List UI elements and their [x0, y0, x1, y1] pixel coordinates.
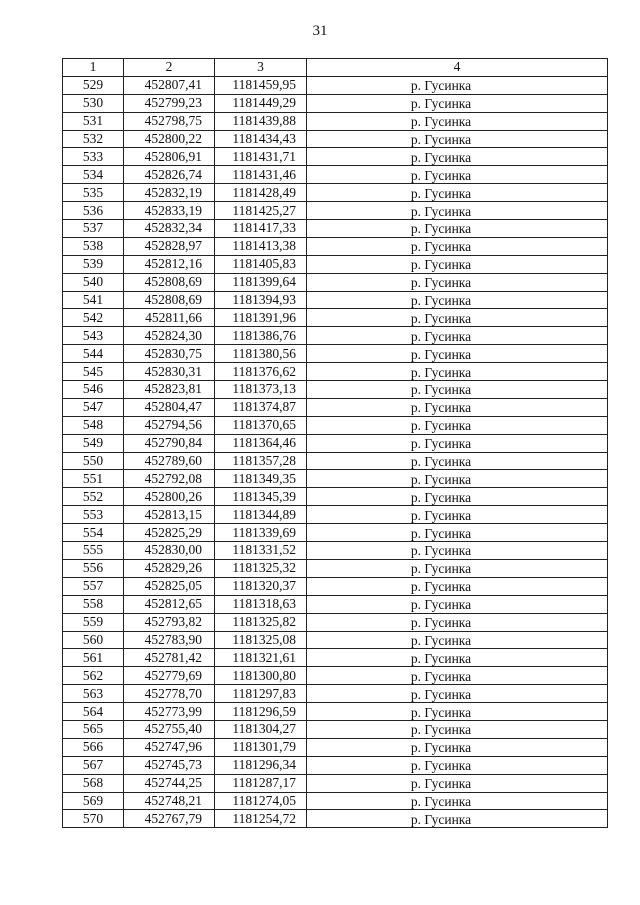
x-coordinate-cell: 452792,08 — [124, 470, 215, 488]
description-cell — [307, 255, 608, 273]
description-cell — [307, 667, 608, 685]
description-text: р. Гусинка — [410, 185, 472, 201]
x-coordinate-cell: 452813,15 — [124, 506, 215, 524]
y-coordinate-cell: 1181274,05 — [215, 792, 307, 810]
point-number-cell: 567 — [63, 756, 124, 774]
y-coordinate-cell: 1181413,38 — [215, 237, 307, 255]
table-row — [63, 685, 608, 703]
table-row — [63, 667, 608, 685]
description-cell — [307, 703, 608, 721]
point-number-cell: 531 — [63, 112, 124, 130]
column-header: 3 — [215, 59, 307, 77]
table-row — [63, 309, 608, 327]
y-coordinate-cell: 1181434,43 — [215, 130, 307, 148]
description-cell — [307, 685, 608, 703]
point-number-cell: 559 — [63, 613, 124, 631]
description-text: р. Гусинка — [410, 489, 472, 505]
y-coordinate-cell: 1181297,83 — [215, 685, 307, 703]
x-coordinate-cell: 452829,26 — [124, 559, 215, 577]
x-coordinate-cell: 452798,75 — [124, 112, 215, 130]
x-coordinate-cell: 452799,23 — [124, 94, 215, 112]
x-coordinate-cell: 452807,41 — [124, 76, 215, 94]
y-coordinate-cell: 1181287,17 — [215, 774, 307, 792]
point-number-cell: 530 — [63, 94, 124, 112]
y-coordinate-cell: 1181374,87 — [215, 398, 307, 416]
table-row — [63, 76, 608, 94]
description-cell — [307, 130, 608, 148]
x-coordinate-cell: 452747,96 — [124, 738, 215, 756]
table-row — [63, 542, 608, 560]
description-cell — [307, 148, 608, 166]
point-number-cell: 560 — [63, 631, 124, 649]
description-text: р. Гусинка — [410, 346, 472, 362]
y-coordinate-cell: 1181318,63 — [215, 595, 307, 613]
description-cell — [307, 488, 608, 506]
y-coordinate-cell: 1181344,89 — [215, 506, 307, 524]
point-number-cell: 545 — [63, 363, 124, 381]
table-row — [63, 381, 608, 399]
description-text: р. Гусинка — [410, 561, 472, 577]
description-text: р. Гусинка — [410, 293, 472, 309]
description-text: р. Гусинка — [410, 328, 472, 344]
description-cell — [307, 112, 608, 130]
coordinates-table — [62, 58, 608, 828]
point-number-cell: 553 — [63, 506, 124, 524]
x-coordinate-cell: 452826,74 — [124, 166, 215, 184]
table-row — [63, 738, 608, 756]
x-coordinate-cell: 452745,73 — [124, 756, 215, 774]
point-number-cell: 562 — [63, 667, 124, 685]
table-row — [63, 524, 608, 542]
table-row — [63, 434, 608, 452]
point-number-cell: 568 — [63, 774, 124, 792]
point-number-cell: 537 — [63, 220, 124, 238]
table-row — [63, 94, 608, 112]
point-number-cell: 533 — [63, 148, 124, 166]
x-coordinate-cell: 452830,31 — [124, 363, 215, 381]
description-text: р. Гусинка — [410, 650, 472, 666]
table-row — [63, 631, 608, 649]
y-coordinate-cell: 1181386,76 — [215, 327, 307, 345]
table-row — [63, 703, 608, 721]
description-cell — [307, 309, 608, 327]
description-text: р. Гусинка — [410, 615, 472, 631]
description-text: р. Гусинка — [410, 722, 472, 738]
x-coordinate-cell: 452748,21 — [124, 792, 215, 810]
description-text: р. Гусинка — [410, 364, 472, 380]
description-text: р. Гусинка — [410, 78, 472, 94]
description-cell — [307, 220, 608, 238]
description-text: р. Гусинка — [410, 740, 472, 756]
x-coordinate-cell: 452800,26 — [124, 488, 215, 506]
table-row — [63, 291, 608, 309]
y-coordinate-cell: 1181331,52 — [215, 542, 307, 560]
table-row — [63, 595, 608, 613]
y-coordinate-cell: 1181349,35 — [215, 470, 307, 488]
description-text: р. Гусинка — [410, 454, 472, 470]
x-coordinate-cell: 452800,22 — [124, 130, 215, 148]
description-text: р. Гусинка — [410, 221, 472, 237]
table-row — [63, 774, 608, 792]
y-coordinate-cell: 1181357,28 — [215, 452, 307, 470]
description-text: р. Гусинка — [410, 776, 472, 792]
x-coordinate-cell: 452789,60 — [124, 452, 215, 470]
description-text: р. Гусинка — [410, 758, 472, 774]
description-cell — [307, 327, 608, 345]
y-coordinate-cell: 1181364,46 — [215, 434, 307, 452]
table-row — [63, 345, 608, 363]
y-coordinate-cell: 1181321,61 — [215, 649, 307, 667]
x-coordinate-cell: 452744,25 — [124, 774, 215, 792]
point-number-cell: 541 — [63, 291, 124, 309]
y-coordinate-cell: 1181300,80 — [215, 667, 307, 685]
y-coordinate-cell: 1181254,72 — [215, 810, 307, 828]
description-cell — [307, 524, 608, 542]
description-cell — [307, 595, 608, 613]
description-text: р. Гусинка — [410, 543, 472, 559]
table-row — [63, 184, 608, 202]
description-cell — [307, 810, 608, 828]
description-cell — [307, 237, 608, 255]
point-number-cell: 566 — [63, 738, 124, 756]
x-coordinate-cell: 452823,81 — [124, 381, 215, 399]
x-coordinate-cell: 452794,56 — [124, 416, 215, 434]
x-coordinate-cell: 452767,79 — [124, 810, 215, 828]
description-text: р. Гусинка — [410, 96, 472, 112]
x-coordinate-cell: 452830,00 — [124, 542, 215, 560]
table-header-row — [63, 59, 608, 77]
x-coordinate-cell: 452779,69 — [124, 667, 215, 685]
point-number-cell: 556 — [63, 559, 124, 577]
y-coordinate-cell: 1181449,29 — [215, 94, 307, 112]
point-number-cell: 538 — [63, 237, 124, 255]
description-text: р. Гусинка — [410, 507, 472, 523]
table-row — [63, 577, 608, 595]
table-row — [63, 559, 608, 577]
table-row — [63, 613, 608, 631]
table-row — [63, 327, 608, 345]
description-cell — [307, 452, 608, 470]
table-row — [63, 112, 608, 130]
description-text: р. Гусинка — [410, 400, 472, 416]
description-cell — [307, 631, 608, 649]
table-row — [63, 470, 608, 488]
description-cell — [307, 291, 608, 309]
y-coordinate-cell: 1181304,27 — [215, 720, 307, 738]
x-coordinate-cell: 452832,19 — [124, 184, 215, 202]
description-cell — [307, 774, 608, 792]
point-number-cell: 563 — [63, 685, 124, 703]
point-number-cell: 554 — [63, 524, 124, 542]
y-coordinate-cell: 1181399,64 — [215, 273, 307, 291]
y-coordinate-cell: 1181428,49 — [215, 184, 307, 202]
y-coordinate-cell: 1181431,46 — [215, 166, 307, 184]
x-coordinate-cell: 452804,47 — [124, 398, 215, 416]
point-number-cell: 532 — [63, 130, 124, 148]
table-row — [63, 649, 608, 667]
description-text: р. Гусинка — [410, 257, 472, 273]
description-cell — [307, 345, 608, 363]
description-text: р. Гусинка — [410, 436, 472, 452]
description-text: р. Гусинка — [410, 471, 472, 487]
y-coordinate-cell: 1181431,71 — [215, 148, 307, 166]
description-text: р. Гусинка — [410, 203, 472, 219]
point-number-cell: 561 — [63, 649, 124, 667]
x-coordinate-cell: 452811,66 — [124, 309, 215, 327]
y-coordinate-cell: 1181405,83 — [215, 255, 307, 273]
description-cell — [307, 273, 608, 291]
point-number-cell: 558 — [63, 595, 124, 613]
table-row — [63, 273, 608, 291]
x-coordinate-cell: 452793,82 — [124, 613, 215, 631]
description-cell — [307, 792, 608, 810]
x-coordinate-cell: 452812,65 — [124, 595, 215, 613]
table-row — [63, 363, 608, 381]
x-coordinate-cell: 452832,34 — [124, 220, 215, 238]
x-coordinate-cell: 452825,05 — [124, 577, 215, 595]
table-row — [63, 488, 608, 506]
x-coordinate-cell: 452773,99 — [124, 703, 215, 721]
table-row — [63, 148, 608, 166]
description-text: р. Гусинка — [410, 525, 472, 541]
point-number-cell: 539 — [63, 255, 124, 273]
description-cell — [307, 613, 608, 631]
point-number-cell: 529 — [63, 76, 124, 94]
description-text: р. Гусинка — [410, 668, 472, 684]
point-number-cell: 557 — [63, 577, 124, 595]
table-row — [63, 220, 608, 238]
y-coordinate-cell: 1181391,96 — [215, 309, 307, 327]
y-coordinate-cell: 1181394,93 — [215, 291, 307, 309]
description-cell — [307, 756, 608, 774]
point-number-cell: 540 — [63, 273, 124, 291]
point-number-cell: 564 — [63, 703, 124, 721]
y-coordinate-cell: 1181425,27 — [215, 202, 307, 220]
x-coordinate-cell: 452808,69 — [124, 273, 215, 291]
x-coordinate-cell: 452778,70 — [124, 685, 215, 703]
description-text: р. Гусинка — [410, 597, 472, 613]
x-coordinate-cell: 452824,30 — [124, 327, 215, 345]
y-coordinate-cell: 1181296,59 — [215, 703, 307, 721]
point-number-cell: 565 — [63, 720, 124, 738]
description-text: р. Гусинка — [410, 793, 472, 809]
table-row — [63, 416, 608, 434]
x-coordinate-cell: 452755,40 — [124, 720, 215, 738]
y-coordinate-cell: 1181345,39 — [215, 488, 307, 506]
y-coordinate-cell: 1181380,56 — [215, 345, 307, 363]
point-number-cell: 570 — [63, 810, 124, 828]
page-number: 31 — [312, 23, 328, 39]
description-cell — [307, 76, 608, 94]
point-number-cell: 549 — [63, 434, 124, 452]
x-coordinate-cell: 452833,19 — [124, 202, 215, 220]
point-number-cell: 535 — [63, 184, 124, 202]
point-number-cell: 552 — [63, 488, 124, 506]
table-row — [63, 166, 608, 184]
table-row — [63, 720, 608, 738]
description-text: р. Гусинка — [410, 114, 472, 130]
description-cell — [307, 166, 608, 184]
description-cell — [307, 470, 608, 488]
y-coordinate-cell: 1181325,08 — [215, 631, 307, 649]
table-row — [63, 255, 608, 273]
y-coordinate-cell: 1181339,69 — [215, 524, 307, 542]
y-coordinate-cell: 1181296,34 — [215, 756, 307, 774]
table-row — [63, 237, 608, 255]
x-coordinate-cell: 452781,42 — [124, 649, 215, 667]
y-coordinate-cell: 1181417,33 — [215, 220, 307, 238]
description-cell — [307, 363, 608, 381]
description-cell — [307, 649, 608, 667]
table-row — [63, 792, 608, 810]
table-row — [63, 398, 608, 416]
table-row — [63, 756, 608, 774]
point-number-cell: 542 — [63, 309, 124, 327]
description-cell — [307, 577, 608, 595]
description-text: р. Гусинка — [410, 167, 472, 183]
x-coordinate-cell: 452812,16 — [124, 255, 215, 273]
description-text: р. Гусинка — [410, 418, 472, 434]
description-cell — [307, 720, 608, 738]
description-cell — [307, 202, 608, 220]
description-cell — [307, 542, 608, 560]
description-text: р. Гусинка — [410, 686, 472, 702]
description-text: р. Гусинка — [410, 132, 472, 147]
x-coordinate-cell: 452783,90 — [124, 631, 215, 649]
description-cell — [307, 506, 608, 524]
point-number-cell: 548 — [63, 416, 124, 434]
description-text: р. Гусинка — [410, 275, 472, 291]
point-number-cell: 551 — [63, 470, 124, 488]
y-coordinate-cell: 1181376,62 — [215, 363, 307, 381]
description-cell — [307, 738, 608, 756]
y-coordinate-cell: 1181325,82 — [215, 613, 307, 631]
x-coordinate-cell: 452830,75 — [124, 345, 215, 363]
description-text: р. Гусинка — [410, 149, 472, 165]
description-text: р. Гусинка — [410, 239, 472, 255]
description-text: р. Гусинка — [410, 579, 472, 595]
y-coordinate-cell: 1181370,65 — [215, 416, 307, 434]
y-coordinate-cell: 1181439,88 — [215, 112, 307, 130]
description-text: р. Гусинка — [410, 310, 472, 326]
table-row — [63, 810, 608, 828]
point-number-cell: 569 — [63, 792, 124, 810]
description-text: р. Гусинка — [410, 382, 472, 398]
y-coordinate-cell: 1181325,32 — [215, 559, 307, 577]
point-number-cell: 546 — [63, 381, 124, 399]
table-row — [63, 506, 608, 524]
point-number-cell: 555 — [63, 542, 124, 560]
point-number-cell: 536 — [63, 202, 124, 220]
description-cell — [307, 94, 608, 112]
description-cell — [307, 398, 608, 416]
point-number-cell: 550 — [63, 452, 124, 470]
description-text: р. Гусинка — [410, 811, 472, 827]
point-number-cell: 547 — [63, 398, 124, 416]
column-header: 2 — [124, 59, 215, 77]
y-coordinate-cell: 1181459,95 — [215, 76, 307, 94]
column-header: 1 — [63, 59, 124, 77]
point-number-cell: 544 — [63, 345, 124, 363]
description-cell — [307, 434, 608, 452]
description-cell — [307, 184, 608, 202]
table-row — [63, 130, 608, 148]
point-number-cell: 534 — [63, 166, 124, 184]
description-cell — [307, 416, 608, 434]
column-header: 4 — [307, 59, 608, 77]
description-cell — [307, 381, 608, 399]
table-row — [63, 452, 608, 470]
x-coordinate-cell: 452808,69 — [124, 291, 215, 309]
description-text: р. Гусинка — [410, 632, 472, 648]
description-text: р. Гусинка — [410, 704, 472, 720]
x-coordinate-cell: 452828,97 — [124, 237, 215, 255]
table-row — [63, 202, 608, 220]
x-coordinate-cell: 452806,91 — [124, 148, 215, 166]
point-number-cell: 543 — [63, 327, 124, 345]
y-coordinate-cell: 1181301,79 — [215, 738, 307, 756]
x-coordinate-cell: 452790,84 — [124, 434, 215, 452]
x-coordinate-cell: 452825,29 — [124, 524, 215, 542]
description-cell — [307, 559, 608, 577]
y-coordinate-cell: 1181320,37 — [215, 577, 307, 595]
y-coordinate-cell: 1181373,13 — [215, 381, 307, 399]
